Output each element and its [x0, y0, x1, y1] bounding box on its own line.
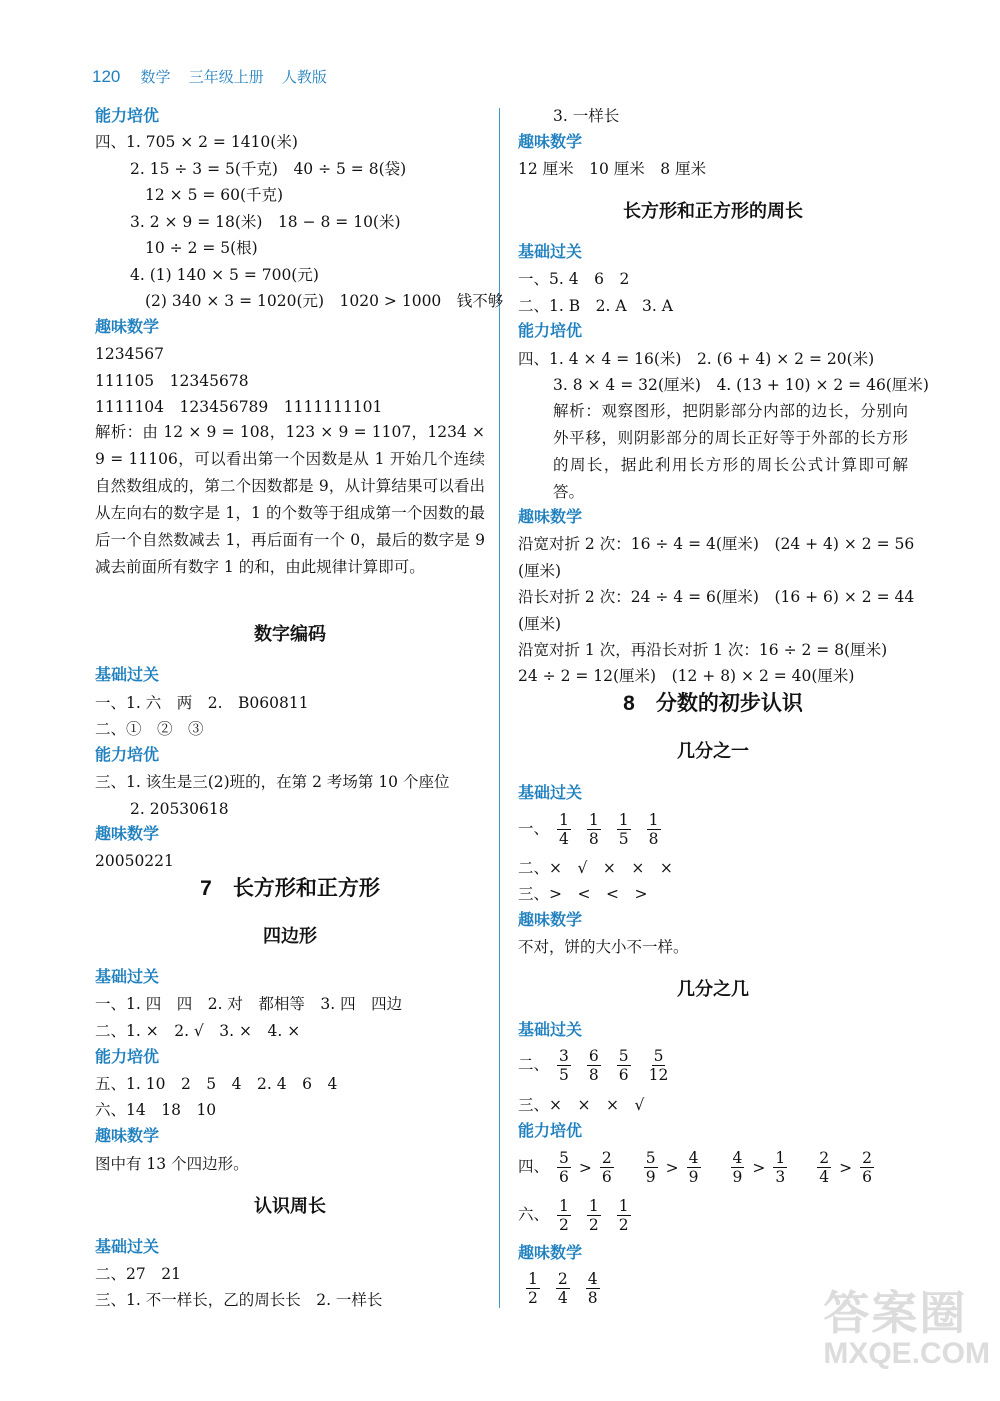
fraction: $\frac{5}{6}$	[618, 1047, 629, 1084]
section-heading: 趣味数学	[518, 1245, 583, 1262]
lesson-title: 长方形和正方形的周长	[623, 201, 803, 221]
section-heading: 趣味数学	[518, 509, 583, 526]
section-heading: 趣味数学	[95, 826, 160, 843]
answer-line: 2. 15 ÷ 3 = 5(千克) 40 ÷ 5 = 8(袋)	[130, 160, 407, 178]
fraction-comparison: $\frac{5}{9}$ > $\frac{4}{9}$	[645, 1149, 699, 1186]
section-heading: 基础过关	[518, 785, 583, 802]
lesson-title: 几分之一	[677, 741, 749, 761]
page-header	[92, 66, 341, 87]
chapter-title: 7 长方形和正方形	[200, 877, 380, 900]
answer-line: (2) 340 × 3 = 1020(元) 1020 > 1000 钱不够	[145, 292, 504, 310]
fraction: $\frac{5}{12}$	[648, 1047, 669, 1084]
section-heading: 趣味数学	[518, 912, 583, 929]
section-heading: 基础过关	[518, 1022, 583, 1039]
answer-line: 图中有 13 个四边形。	[95, 1155, 249, 1173]
fraction: $\frac{1}{2}$	[528, 1270, 538, 1307]
lesson-title: 认识周长	[254, 1196, 326, 1216]
section-heading: 能力培优	[95, 1049, 160, 1066]
answer-line: 10 ÷ 2 = 5(根)	[145, 239, 258, 257]
watermark-logo: 答案圈 MXQE.COM	[823, 1287, 990, 1370]
answer-line: 三、1. 不一样长，乙的周长长 2. 一样长	[95, 1291, 383, 1309]
explanation: 解析：观察图形，把阴影部分内部的边长，分别向外平移，则阴影部分的周长正好等于外部的长方形的周长，据此利用长方形的周长公式计算即可解答。	[553, 402, 908, 501]
fraction: $\frac{1}{2}$	[618, 1197, 629, 1234]
section-heading: 趣味数学	[518, 134, 583, 151]
lesson-title: 几分之几	[677, 979, 749, 999]
answer-line: (厘米)	[518, 562, 562, 580]
fraction: $\frac{4}{8}$	[587, 1270, 598, 1307]
grade: 三年级上册	[188, 69, 264, 86]
fraction: $\frac{6}{8}$	[588, 1047, 599, 1084]
answer-line: 3. 8 × 4 = 32(厘米) 4. (13 + 10) × 2 = 46(厘米)	[553, 376, 929, 394]
fraction: $\frac{1}{4}$	[559, 811, 569, 848]
answer-line: 三、× × × √	[518, 1096, 645, 1114]
fraction: $\frac{1}{8}$	[648, 811, 659, 848]
fraction-compare-line: 四、 $\frac{5}{6}$ > $\frac{2}{6}$ $\frac{5}{9}$ > $\frac{4}{9}$ $\frac{4}{9}$ > $\frac{1}{3}$ $\frac{2}{4}$ > $\frac{2}{6}$	[518, 1149, 896, 1186]
answer-line: 二、1. B 2. A 3. A	[518, 297, 673, 315]
fraction: $\frac{1}{3}$	[775, 1149, 786, 1186]
page-number: 120	[92, 67, 121, 86]
answer-line: 4. (1) 140 × 5 = 700(元)	[130, 266, 319, 284]
section-heading: 基础过关	[95, 969, 160, 986]
answer-line: 20050221	[95, 852, 174, 870]
fraction: $\frac{2}{4}$	[819, 1149, 830, 1186]
answer-line: 六、14 18 10	[95, 1101, 217, 1119]
edition: 人教版	[281, 69, 327, 86]
answer-line: 二、① ② ③	[95, 720, 204, 738]
fraction: $\frac{2}{6}$	[601, 1149, 612, 1186]
fraction: $\frac{5}{6}$	[559, 1149, 569, 1186]
answer-line: 四、1. 4 × 4 = 16(米) 2. (6 + 4) × 2 = 20(米)	[518, 350, 875, 368]
answer-line: 12 × 5 = 60(千克)	[145, 186, 284, 204]
answer-line: 沿宽对折 1 次，再沿长对折 1 次：16 ÷ 2 = 8(厘米)	[518, 641, 888, 659]
section-heading: 基础过关	[518, 244, 583, 261]
fraction: $\frac{1}{2}$	[559, 1197, 569, 1234]
answer-line: 不对，饼的大小不一样。	[518, 938, 689, 956]
chapter-title: 8 分数的初步认识	[623, 692, 803, 715]
answer-line: 三、1. 该生是三(2)班的，在第 2 考场第 10 个座位	[95, 773, 450, 791]
section-heading: 基础过关	[95, 1239, 160, 1256]
subject: 数学	[140, 69, 171, 86]
fraction: $\frac{1}{2}$	[588, 1197, 599, 1234]
answer-line: (厘米)	[518, 615, 562, 633]
answer-line: 二、27 21	[95, 1265, 181, 1283]
answer-line: 111105 12345678	[95, 372, 249, 390]
fraction: $\frac{1}{8}$	[588, 811, 599, 848]
answer-line: 二、× √ × × ×	[518, 859, 673, 877]
fraction-line	[518, 1270, 608, 1307]
section-heading: 能力培优	[518, 1123, 583, 1140]
section-heading: 能力培优	[518, 323, 583, 340]
fraction: $\frac{2}{6}$	[862, 1149, 873, 1186]
answer-line: 12 厘米 10 厘米 8 厘米	[518, 160, 707, 178]
fraction: $\frac{5}{9}$	[645, 1149, 656, 1186]
answer-line: 24 ÷ 2 = 12(厘米) (12 + 8) × 2 = 40(厘米)	[518, 667, 855, 685]
answer-line: 四、1. 705 × 2 = 1410(米)	[95, 133, 298, 151]
answer-line: 一、1. 六 两 2. B060811	[95, 694, 309, 712]
answer-line: 沿长对折 2 次：24 ÷ 4 = 6(厘米) (16 + 6) × 2 = 44	[518, 588, 915, 606]
fraction: $\frac{4}{9}$	[688, 1149, 699, 1186]
fraction-line: 六、 $\frac{1}{2}$ $\frac{1}{2}$ $\frac{1}{2}$	[518, 1197, 629, 1234]
answer-line: 五、1. 10 2 5 4 2. 4 6 4	[95, 1075, 338, 1093]
answer-line: 2. 20530618	[130, 800, 229, 818]
answer-line: 一、1. 四 四 2. 对 都相等 3. 四 四边	[95, 995, 403, 1013]
fraction: $\frac{3}{5}$	[559, 1047, 569, 1084]
fraction-comparison: $\frac{4}{9}$ > $\frac{1}{3}$	[732, 1149, 786, 1186]
explanation: 解析：由 12 × 9 = 108，123 × 9 = 1107，1234 × 9 = 11106，可以看出第一个因数是从 1 开始几个连续自然数组成的，第二个因数都是 9，从计算结果可以看出从左向右的数字是 1，1 的个数等于组成第一个因数的最后一个自然数减去 1，再后面有一个 0，最后的数字是 9 减去前面所有数字 1 的和，由此规律计算即可。	[95, 423, 485, 576]
fraction: $\frac{4}{9}$	[732, 1149, 743, 1186]
fraction-line: 二、 $\frac{3}{5}$ $\frac{6}{8}$ $\frac{5}{6}$ $\frac{5}{12}$	[518, 1047, 669, 1084]
answer-line: 1234567	[95, 345, 165, 363]
fraction: $\frac{1}{5}$	[618, 811, 629, 848]
answer-line: 二、1. × 2. √ 3. × 4. ×	[95, 1022, 301, 1040]
section-heading: 能力培优	[95, 108, 160, 125]
fraction-comparison: $\frac{5}{6}$ > $\frac{2}{6}$	[559, 1149, 612, 1186]
answer-line: 1111104 123456789 1111111101	[95, 398, 383, 416]
section-heading: 基础过关	[95, 667, 160, 684]
answer-line: 3. 一样长	[553, 107, 620, 125]
section-heading: 趣味数学	[95, 1128, 160, 1145]
answer-line: 一、5. 4 6 2	[518, 270, 630, 288]
section-heading: 趣味数学	[95, 319, 160, 336]
lesson-title: 数字编码	[254, 624, 326, 644]
section-heading: 能力培优	[95, 747, 160, 764]
answer-line: 3. 2 × 9 = 18(米) 18 − 8 = 10(米)	[130, 213, 401, 231]
fraction-line: 一、 $\frac{1}{4}$ $\frac{1}{8}$ $\frac{1}{5}$ $\frac{1}{8}$	[518, 811, 659, 848]
fraction-comparison: $\frac{2}{4}$ > $\frac{2}{6}$	[819, 1149, 873, 1186]
lesson-title: 四边形	[263, 926, 317, 946]
column-divider	[499, 108, 500, 1308]
answer-line: 三、> < < >	[518, 885, 648, 903]
fraction: $\frac{2}{4}$	[557, 1270, 568, 1307]
answer-line: 沿宽对折 2 次：16 ÷ 4 = 4(厘米) (24 + 4) × 2 = 56	[518, 535, 915, 553]
